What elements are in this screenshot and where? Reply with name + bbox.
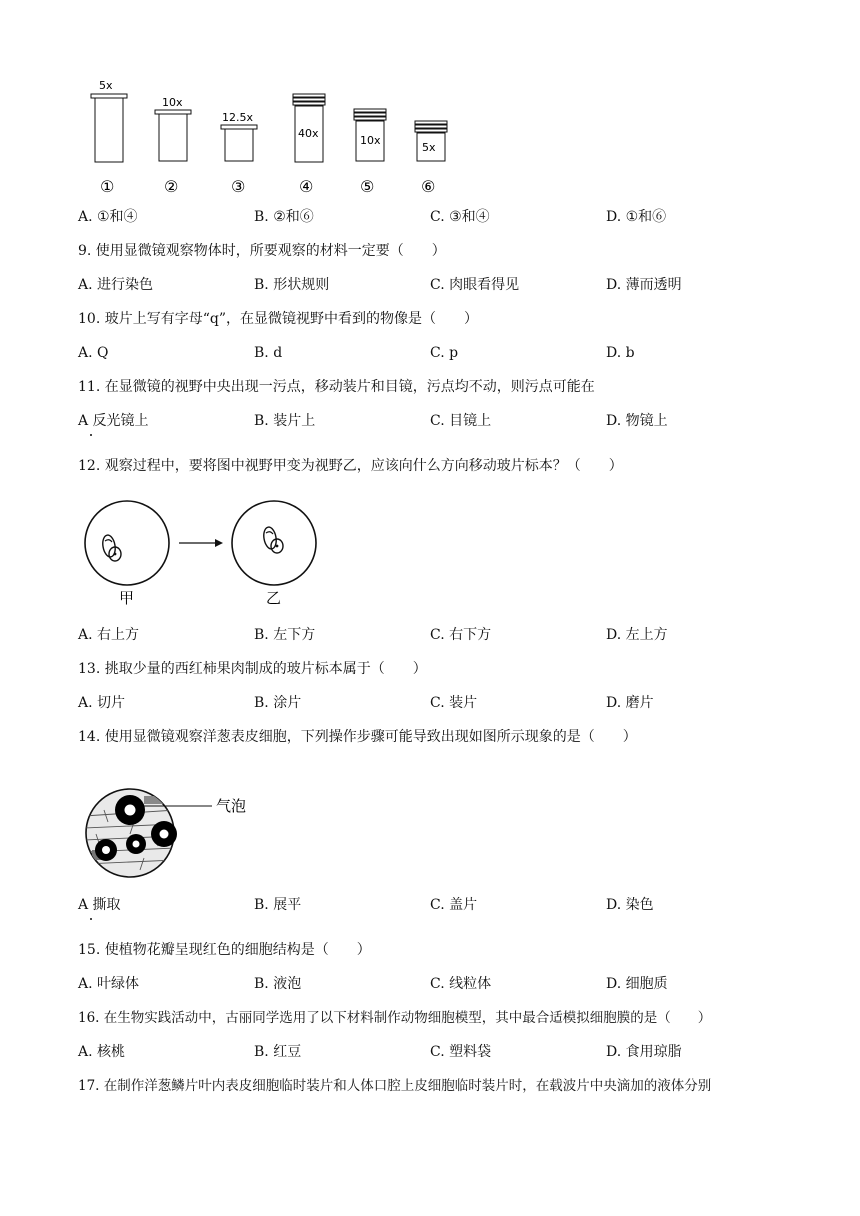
q16-option-c: C. 塑料袋 bbox=[430, 1044, 492, 1060]
q15-option-c: C. 线粒体 bbox=[430, 976, 492, 992]
field-label-yi: 乙 bbox=[266, 589, 282, 607]
q15-option-b: B. 液泡 bbox=[254, 976, 302, 992]
eyepiece-1-label: 5x bbox=[99, 79, 113, 92]
q15-stem: 15. 使植物花瓣呈现红色的细胞结构是（ ） bbox=[78, 942, 371, 958]
q9-option-d: D. 薄而透明 bbox=[606, 277, 682, 293]
q14-dot-mark bbox=[90, 918, 92, 920]
q16-option-a: A. 核桃 bbox=[78, 1044, 126, 1060]
lens-figure bbox=[82, 76, 462, 200]
q9-option-c: C. 肉眼看得见 bbox=[430, 277, 520, 293]
q10-option-b: B. d bbox=[254, 345, 283, 361]
q14-option-b: B. 展平 bbox=[254, 897, 302, 913]
lens-figure-svg bbox=[82, 76, 462, 200]
q8-option-c: C. ③和④ bbox=[430, 209, 490, 225]
eyepiece-3-label: 12.5x bbox=[222, 111, 254, 124]
q14-option-a: A 撕取 bbox=[78, 897, 121, 913]
q11-option-b: B. 装片上 bbox=[254, 413, 316, 429]
objective-5-label: 10x bbox=[360, 134, 381, 147]
q13-option-c: C. 装片 bbox=[430, 695, 478, 711]
q13-option-d: D. 磨片 bbox=[606, 695, 654, 711]
q12-option-a: A. 右上方 bbox=[78, 627, 140, 643]
field-label-jia: 甲 bbox=[119, 589, 135, 607]
lens-number-4: ④ bbox=[299, 177, 314, 196]
q11-stem: 11. 在显微镜的视野中央出现一污点，移动装片和目镜，污点均不动，则污点可能在 bbox=[78, 379, 595, 395]
q10-stem: 10. 玻片上写有字母“q”，在显微镜视野中看到的物像是（ ） bbox=[78, 311, 478, 327]
q16-option-b: B. 红豆 bbox=[254, 1044, 302, 1060]
air-bubble-label: 气泡 bbox=[216, 797, 247, 815]
q11-option-d: D. 物镜上 bbox=[606, 413, 668, 429]
q8-option-b: B. ②和⑥ bbox=[254, 209, 314, 225]
q13-stem: 13. 挑取少量的西红柿果肉制成的玻片标本属于（ ） bbox=[78, 661, 427, 677]
field-of-view-svg bbox=[84, 494, 334, 610]
q9-option-a: A. 进行染色 bbox=[78, 277, 154, 293]
q16-stem: 16. 在生物实践活动中，古丽同学选用了以下材料制作动物细胞模型，其中最合适模拟细胞膜的是（ ） bbox=[78, 1010, 712, 1026]
air-bubble-svg bbox=[84, 786, 264, 882]
q15-option-a: A. 叶绿体 bbox=[78, 976, 140, 992]
q11-option-c: C. 目镜上 bbox=[430, 413, 492, 429]
q15-option-d: D. 细胞质 bbox=[606, 976, 668, 992]
objective-4-label: 40x bbox=[298, 127, 319, 140]
lens-number-2: ② bbox=[164, 177, 179, 196]
lens-number-6: ⑥ bbox=[421, 177, 436, 196]
q14-option-c: C. 盖片 bbox=[430, 897, 478, 913]
objective-6-label: 5x bbox=[422, 141, 436, 154]
q13-option-b: B. 涂片 bbox=[254, 695, 302, 711]
q9-option-b: B. 形状规则 bbox=[254, 277, 330, 293]
q10-option-a: A. Q bbox=[78, 345, 109, 361]
q12-option-c: C. 右下方 bbox=[430, 627, 492, 643]
q12-option-d: D. 左上方 bbox=[606, 627, 668, 643]
q8-option-a: A. ①和④ bbox=[78, 209, 138, 225]
q11-option-a: A 反光镜上 bbox=[78, 413, 149, 429]
lens-number-3: ③ bbox=[231, 177, 246, 196]
q9-stem: 9. 使用显微镜观察物体时，所要观察的材料一定要（ ） bbox=[78, 243, 446, 259]
air-bubble-figure bbox=[84, 786, 264, 882]
q10-option-d: D. b bbox=[606, 345, 635, 361]
field-of-view-figure bbox=[84, 494, 334, 610]
q14-option-d: D. 染色 bbox=[606, 897, 654, 913]
q13-option-a: A. 切片 bbox=[78, 695, 126, 711]
q8-option-d: D. ①和⑥ bbox=[606, 209, 667, 225]
eyepiece-2-label: 10x bbox=[162, 96, 183, 109]
q11-dot-mark bbox=[90, 434, 92, 436]
q10-option-c: C. p bbox=[430, 345, 459, 361]
lens-number-5: ⑤ bbox=[360, 177, 375, 196]
q17-stem: 17. 在制作洋葱鳞片叶内表皮细胞临时装片和人体口腔上皮细胞临时装片时，在载波片中央滴加的液体分别 bbox=[78, 1078, 712, 1094]
q12-stem: 12. 观察过程中，要将图中视野甲变为视野乙，应该向什么方向移动玻片标本？（ ） bbox=[78, 458, 623, 474]
lens-number-1: ① bbox=[100, 177, 115, 196]
q14-stem: 14. 使用显微镜观察洋葱表皮细胞，下列操作步骤可能导致出现如图所示现象的是（ ） bbox=[78, 729, 637, 745]
q16-option-d: D. 食用琼脂 bbox=[606, 1044, 682, 1060]
q12-option-b: B. 左下方 bbox=[254, 627, 316, 643]
